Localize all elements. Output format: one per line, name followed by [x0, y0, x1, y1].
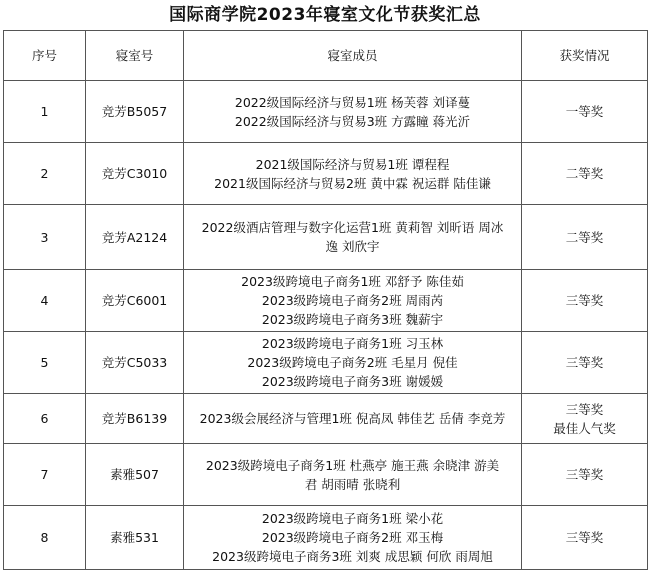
table-row: [4, 205, 648, 270]
member-line: 2023级会展经济与管理1班 倪高凤 韩佳艺 岳倩 李竞芳: [199, 411, 506, 426]
table-row: [4, 143, 648, 205]
member-line: 2022级国际经济与贸易1班 杨芙蓉 刘译蔓: [234, 94, 471, 110]
cell-awards: [522, 506, 648, 570]
member-line: 2021级国际经济与贸易1班 谭程程: [255, 156, 450, 172]
cell-awards: [522, 270, 648, 332]
member-line: 2023级跨境电子商务2班 周雨芮: [261, 293, 444, 308]
cell-room: 竞芳B5057: [86, 81, 184, 143]
cell-number: 2: [4, 143, 86, 205]
cell-members: [184, 81, 522, 143]
award-line: 三等奖: [565, 355, 604, 370]
member-line: 2023级跨境电子商务1班 邓舒予 陈佳茹: [241, 274, 464, 289]
member-line: 2023级跨境电子商务1班 杜燕亭 施王燕 余晓津 游美: [205, 457, 500, 473]
table-row: [4, 394, 648, 444]
cell-members: [184, 332, 522, 394]
cell-number: 7: [4, 444, 86, 506]
header-members: 寝室成员: [184, 31, 522, 81]
cell-members: [184, 143, 522, 205]
cell-number: 6: [4, 394, 86, 444]
cell-number: 5: [4, 332, 86, 394]
cell-awards: [522, 394, 648, 444]
cell-members: [184, 270, 522, 332]
member-line: 2023级跨境电子商务3班 刘爽 成思颖 何欣 雨周旭: [212, 549, 493, 564]
cell-room: 素雅507: [86, 444, 184, 506]
award-line: 三等奖: [565, 530, 604, 545]
cell-members: [184, 444, 522, 506]
cell-members: [184, 394, 522, 444]
cell-awards: [522, 143, 648, 205]
cell-number: 4: [4, 270, 86, 332]
table-row: [4, 444, 648, 506]
page-title: 国际商学院2023年寝室文化节获奖汇总: [169, 5, 481, 25]
member-line: 2022级酒店管理与数字化运营1班 黄莉智 刘昕语 周冰: [201, 220, 504, 235]
table-header-row: [4, 31, 648, 81]
awards-table: [3, 30, 648, 570]
member-line: 2023级跨境电子商务3班 魏薪宇: [261, 312, 444, 327]
table-row: [4, 506, 648, 570]
cell-awards: [522, 332, 648, 394]
member-line: 逸 刘欣宇: [325, 239, 380, 254]
cell-room: 竞芳B6139: [86, 394, 184, 444]
cell-room: 竞芳C3010: [86, 143, 184, 205]
award-line: 三等奖: [565, 467, 604, 482]
cell-awards: [522, 205, 648, 270]
cell-awards: [522, 444, 648, 506]
member-line: 2023级跨境电子商务1班 习玉林: [261, 336, 444, 351]
award-line: 三等奖: [565, 401, 604, 417]
cell-number: 3: [4, 205, 86, 270]
cell-number: 8: [4, 506, 86, 570]
cell-room: 竞芳A2124: [86, 205, 184, 270]
header-number: 序号: [4, 31, 86, 81]
award-line: 二等奖: [565, 229, 604, 245]
table-row: [4, 332, 648, 394]
cell-number: 1: [4, 81, 86, 143]
member-line: 2023级跨境电子商务3班 谢媛媛: [261, 374, 444, 389]
member-line: 2023级跨境电子商务2班 邓玉梅: [261, 530, 444, 545]
member-line: 君 胡雨晴 张晓利: [304, 476, 401, 492]
member-line: 2023级跨境电子商务1班 梁小花: [261, 511, 444, 526]
cell-members: [184, 205, 522, 270]
header-room: 寝室号: [86, 31, 184, 81]
cell-awards: [522, 81, 648, 143]
member-line: 2023级跨境电子商务2班 毛星月 倪佳: [247, 355, 458, 370]
award-line: 三等奖: [565, 293, 604, 308]
award-line: 二等奖: [565, 166, 604, 181]
member-line: 2021级国际经济与贸易2班 黄中霖 祝运群 陆佳谦: [214, 175, 491, 191]
header-awards: 获奖情况: [522, 31, 648, 81]
cell-room: 竞芳C5033: [86, 332, 184, 394]
cell-room: 素雅531: [86, 506, 184, 570]
cell-members: [184, 506, 522, 570]
cell-room: 竞芳C6001: [86, 270, 184, 332]
member-line: 2022级国际经济与贸易3班 方露瞳 蒋光沂: [234, 113, 471, 129]
table-row: [4, 270, 648, 332]
award-line: 最佳人气奖: [553, 420, 616, 436]
award-line: 一等奖: [565, 104, 604, 119]
table-row: [4, 81, 648, 143]
